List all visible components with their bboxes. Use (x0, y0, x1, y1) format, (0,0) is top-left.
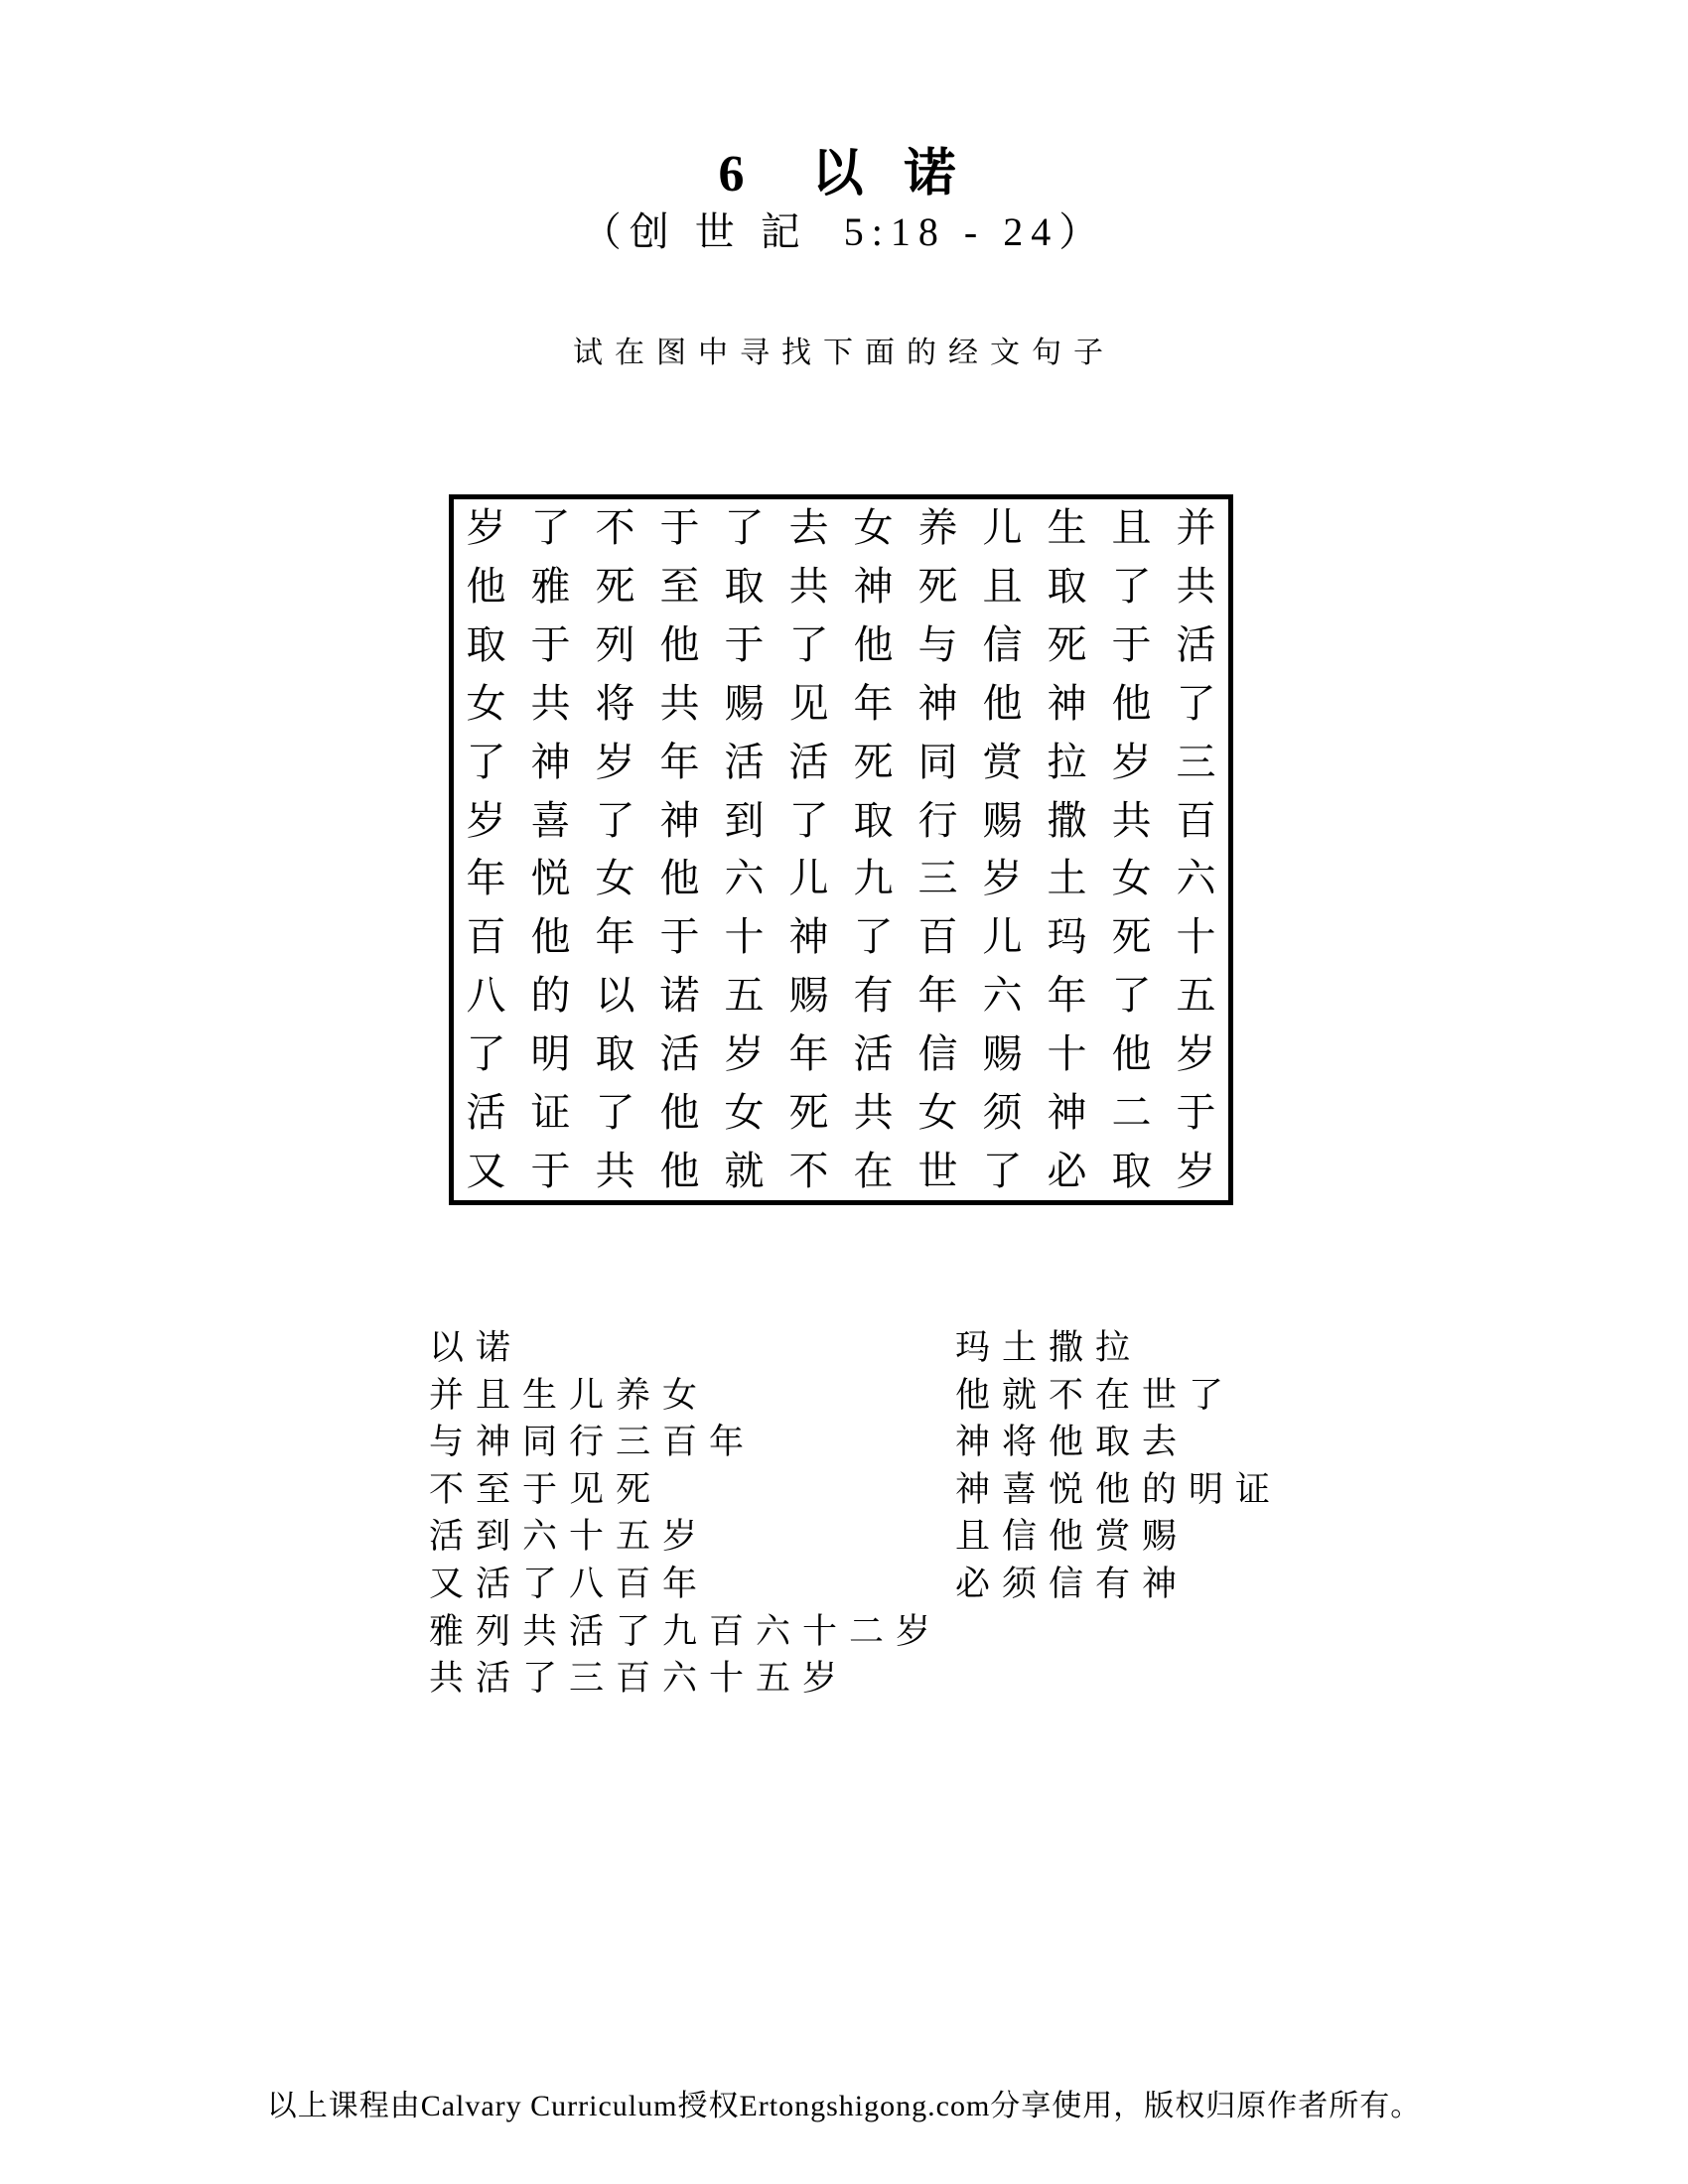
grid-cell-r6c12: 百 (1176, 797, 1216, 843)
grid-cell-r4c7: 年 (853, 680, 894, 726)
grid-cell-r3c7: 他 (853, 622, 894, 668)
grid-cell-r4c8: 神 (917, 680, 958, 726)
grid-cell-r2c9: 且 (982, 564, 1023, 610)
instruction-text: 试在图中寻找下面的经文句子 (573, 337, 1115, 369)
grid-cell-r8c10: 玛 (1047, 914, 1087, 960)
grid-cell-r12c9: 了 (982, 1148, 1023, 1193)
scripture-reference: （创 世 記 5:18 - 24） (581, 209, 1107, 254)
grid-cell-r1c9: 儿 (982, 505, 1023, 551)
grid-cell-r7c10: 土 (1047, 856, 1087, 901)
word-list-item: 与神同行三百年 (429, 1423, 757, 1462)
grid-cell-r2c5: 取 (724, 564, 765, 610)
grid-cell-r5c8: 同 (917, 739, 958, 784)
grid-cell-r6c11: 共 (1111, 797, 1152, 843)
grid-cell-r9c4: 诺 (659, 973, 700, 1019)
grid-cell-r3c12: 活 (1176, 622, 1216, 668)
grid-cell-r11c9: 须 (982, 1089, 1023, 1135)
grid-cell-r2c3: 死 (595, 564, 635, 610)
word-search-box (449, 494, 1233, 1205)
grid-cell-r12c6: 不 (788, 1148, 829, 1193)
grid-cell-r5c4: 年 (659, 739, 700, 784)
grid-cell-r8c7: 了 (853, 914, 894, 960)
grid-cell-r3c5: 于 (724, 622, 765, 668)
grid-cell-r1c4: 于 (659, 505, 700, 551)
grid-cell-r5c11: 岁 (1111, 739, 1152, 784)
grid-cell-r2c1: 他 (466, 564, 506, 610)
grid-cell-r4c3: 将 (595, 680, 635, 726)
grid-cell-r1c2: 了 (530, 505, 571, 551)
grid-cell-r8c11: 死 (1111, 914, 1152, 960)
grid-cell-r5c7: 死 (853, 739, 894, 784)
word-list-right (955, 1324, 1282, 1608)
grid-cell-r10c5: 岁 (724, 1030, 765, 1076)
grid-cell-r11c7: 共 (853, 1089, 894, 1135)
grid-cell-r11c12: 于 (1176, 1089, 1216, 1135)
grid-cell-r5c5: 活 (724, 739, 765, 784)
grid-cell-r9c2: 的 (530, 973, 571, 1019)
grid-cell-r7c8: 三 (917, 856, 958, 901)
grid-cell-r8c6: 神 (788, 914, 829, 960)
grid-cell-r12c8: 世 (917, 1148, 958, 1193)
grid-cell-r2c10: 取 (1047, 564, 1087, 610)
grid-cell-r4c1: 女 (466, 680, 506, 726)
grid-cell-r8c8: 百 (917, 914, 958, 960)
grid-cell-r7c12: 六 (1176, 856, 1216, 901)
grid-cell-r7c6: 儿 (788, 856, 829, 901)
grid-cell-r12c10: 必 (1047, 1148, 1087, 1193)
grid-cell-r11c8: 女 (917, 1089, 958, 1135)
word-list-item: 雅列共活了九百六十二岁 (429, 1611, 943, 1651)
grid-cell-r9c6: 赐 (788, 973, 829, 1019)
grid-cell-r1c1: 岁 (466, 505, 506, 551)
grid-cell-r9c10: 年 (1047, 973, 1087, 1019)
grid-cell-r4c11: 他 (1111, 680, 1152, 726)
grid-cell-r3c3: 列 (595, 622, 635, 668)
grid-cell-r6c9: 赐 (982, 797, 1023, 843)
grid-cell-r3c10: 死 (1047, 622, 1087, 668)
grid-cell-r9c7: 有 (853, 973, 894, 1019)
grid-cell-r9c9: 六 (982, 973, 1023, 1019)
grid-cell-r3c2: 于 (530, 622, 571, 668)
word-list-item: 又活了八百年 (429, 1564, 710, 1603)
grid-cell-r11c4: 他 (659, 1089, 700, 1135)
grid-cell-r11c2: 证 (530, 1089, 571, 1135)
grid-cell-r10c10: 十 (1047, 1030, 1087, 1076)
grid-cell-r8c5: 十 (724, 914, 765, 960)
word-list-item: 共活了三百六十五岁 (429, 1659, 850, 1699)
grid-cell-r7c9: 岁 (982, 856, 1023, 901)
grid-cell-r7c3: 女 (595, 856, 635, 901)
grid-cell-r10c12: 岁 (1176, 1030, 1216, 1076)
grid-cell-r9c1: 八 (466, 973, 506, 1019)
grid-cell-r6c8: 行 (917, 797, 958, 843)
word-list-item: 活到六十五岁 (429, 1517, 710, 1557)
grid-cell-r11c10: 神 (1047, 1089, 1087, 1135)
grid-cell-r2c6: 共 (788, 564, 829, 610)
grid-cell-r9c11: 了 (1111, 973, 1152, 1019)
grid-cell-r2c12: 共 (1176, 564, 1216, 610)
grid-cell-r11c3: 了 (595, 1089, 635, 1135)
grid-cell-r12c2: 于 (530, 1148, 571, 1193)
grid-cell-r1c11: 且 (1111, 505, 1152, 551)
grid-cell-r5c12: 三 (1176, 739, 1216, 784)
word-list-item: 神将他取去 (955, 1423, 1190, 1462)
grid-cell-r7c2: 悦 (530, 856, 571, 901)
grid-cell-r10c9: 赐 (982, 1030, 1023, 1076)
grid-cell-r3c11: 于 (1111, 622, 1152, 668)
grid-cell-r1c3: 不 (595, 505, 635, 551)
grid-cell-r1c5: 了 (724, 505, 765, 551)
grid-cell-r12c12: 岁 (1176, 1148, 1216, 1193)
grid-cell-r6c7: 取 (853, 797, 894, 843)
word-list-left (429, 1324, 942, 1703)
grid-cell-r4c4: 共 (659, 680, 700, 726)
grid-cell-r5c10: 拉 (1047, 739, 1087, 784)
grid-cell-r6c4: 神 (659, 797, 700, 843)
grid-cell-r4c12: 了 (1176, 680, 1216, 726)
grid-cell-r1c6: 去 (788, 505, 829, 551)
grid-cell-r4c6: 见 (788, 680, 829, 726)
grid-cell-r7c7: 九 (853, 856, 894, 901)
grid-cell-r4c9: 他 (982, 680, 1023, 726)
grid-cell-r11c11: 二 (1111, 1089, 1152, 1135)
grid-cell-r6c1: 岁 (466, 797, 506, 843)
puzzle-grid (454, 499, 1228, 1200)
grid-cell-r7c1: 年 (466, 856, 506, 901)
word-list-item: 神喜悦他的明证 (955, 1469, 1283, 1509)
grid-cell-r1c12: 并 (1176, 505, 1216, 551)
grid-cell-r1c7: 女 (853, 505, 894, 551)
grid-cell-r10c11: 他 (1111, 1030, 1152, 1076)
grid-cell-r5c9: 赏 (982, 739, 1023, 784)
page-title: 6 以 诺 (718, 146, 970, 203)
grid-cell-r3c4: 他 (659, 622, 700, 668)
grid-cell-r11c6: 死 (788, 1089, 829, 1135)
grid-cell-r12c11: 取 (1111, 1148, 1152, 1193)
grid-cell-r12c3: 共 (595, 1148, 635, 1193)
grid-cell-r9c8: 年 (917, 973, 958, 1019)
grid-cell-r10c1: 了 (466, 1030, 506, 1076)
grid-cell-r8c2: 他 (530, 914, 571, 960)
grid-cell-r9c12: 五 (1176, 973, 1216, 1019)
grid-cell-r7c4: 他 (659, 856, 700, 901)
grid-cell-r3c9: 信 (982, 622, 1023, 668)
grid-cell-r2c7: 神 (853, 564, 894, 610)
grid-cell-r12c7: 在 (853, 1148, 894, 1193)
word-list-item: 必须信有神 (955, 1564, 1190, 1603)
grid-cell-r3c6: 了 (788, 622, 829, 668)
grid-cell-r11c5: 女 (724, 1089, 765, 1135)
grid-cell-r6c3: 了 (595, 797, 635, 843)
grid-cell-r10c3: 取 (595, 1030, 635, 1076)
grid-cell-r10c8: 信 (917, 1030, 958, 1076)
grid-cell-r8c3: 年 (595, 914, 635, 960)
grid-cell-r5c3: 岁 (595, 739, 635, 784)
word-list-item: 不至于见死 (429, 1469, 663, 1509)
grid-cell-r8c1: 百 (466, 914, 506, 960)
word-list-item: 且信他赏赐 (955, 1517, 1190, 1557)
word-list-item: 并且生儿养女 (429, 1375, 710, 1415)
grid-cell-r5c2: 神 (530, 739, 571, 784)
grid-cell-r4c2: 共 (530, 680, 571, 726)
grid-cell-r12c4: 他 (659, 1148, 700, 1193)
grid-cell-r7c5: 六 (724, 856, 765, 901)
grid-cell-r8c4: 于 (659, 914, 700, 960)
grid-cell-r1c10: 生 (1047, 505, 1087, 551)
grid-cell-r6c10: 撒 (1047, 797, 1087, 843)
grid-cell-r12c5: 就 (724, 1148, 765, 1193)
grid-cell-r7c11: 女 (1111, 856, 1152, 901)
grid-cell-r10c7: 活 (853, 1030, 894, 1076)
grid-cell-r6c5: 到 (724, 797, 765, 843)
copyright-credit: 以上课程由Calvary Curriculum授权Ertongshigong.com分享使用，版权归原作者所有。 (266, 2090, 1422, 2122)
grid-cell-r8c9: 儿 (982, 914, 1023, 960)
grid-cell-r1c8: 养 (917, 505, 958, 551)
grid-cell-r6c6: 了 (788, 797, 829, 843)
grid-cell-r11c1: 活 (466, 1089, 506, 1135)
grid-cell-r4c10: 神 (1047, 680, 1087, 726)
grid-cell-r2c4: 至 (659, 564, 700, 610)
grid-cell-r8c12: 十 (1176, 914, 1216, 960)
grid-cell-r5c6: 活 (788, 739, 829, 784)
grid-cell-r3c8: 与 (917, 622, 958, 668)
grid-cell-r10c4: 活 (659, 1030, 700, 1076)
grid-cell-r10c2: 明 (530, 1030, 571, 1076)
grid-cell-r5c1: 了 (466, 739, 506, 784)
grid-cell-r12c1: 又 (466, 1148, 506, 1193)
grid-cell-r6c2: 喜 (530, 797, 571, 843)
grid-cell-r2c11: 了 (1111, 564, 1152, 610)
word-list-item: 玛土撒拉 (955, 1328, 1143, 1367)
grid-cell-r9c5: 五 (724, 973, 765, 1019)
grid-cell-r9c3: 以 (595, 973, 635, 1019)
grid-cell-r4c5: 赐 (724, 680, 765, 726)
word-list-item: 以诺 (429, 1328, 523, 1367)
grid-cell-r3c1: 取 (466, 622, 506, 668)
grid-cell-r10c6: 年 (788, 1030, 829, 1076)
grid-cell-r2c2: 雅 (530, 564, 571, 610)
word-list-item: 他就不在世了 (955, 1375, 1236, 1415)
grid-cell-r2c8: 死 (917, 564, 958, 610)
